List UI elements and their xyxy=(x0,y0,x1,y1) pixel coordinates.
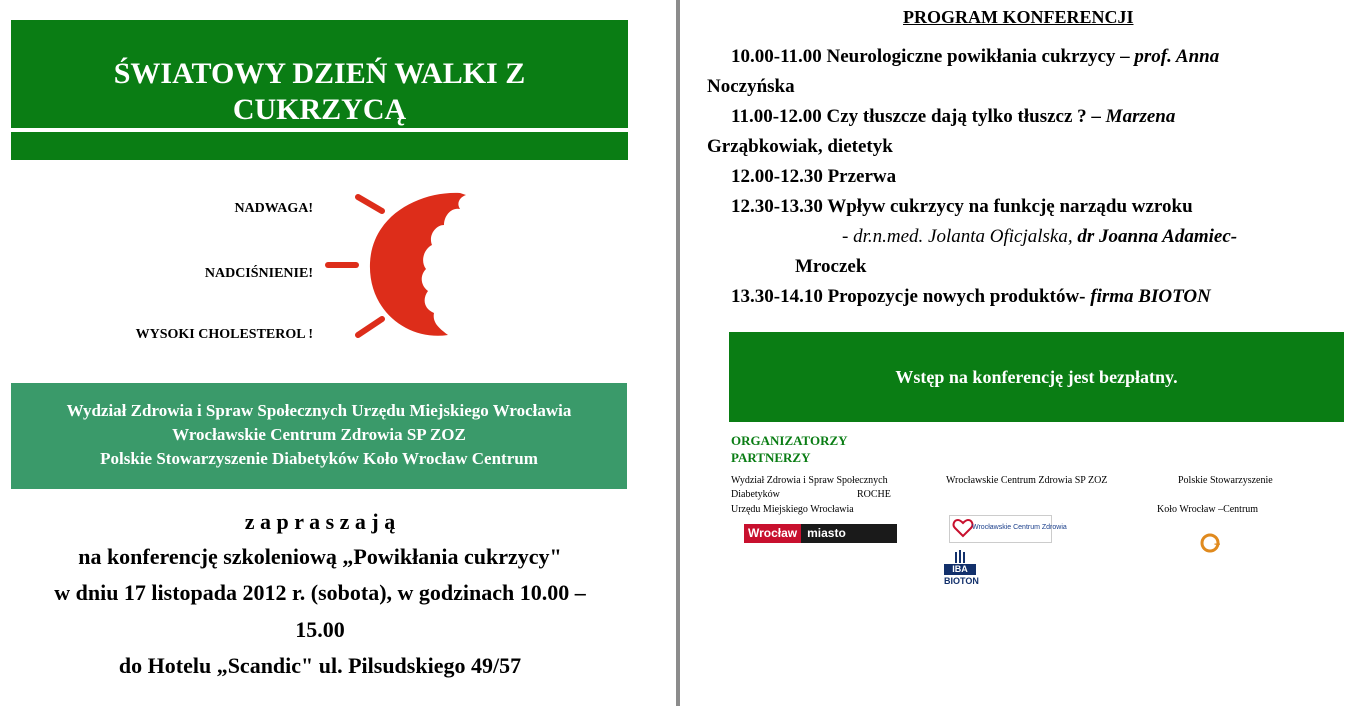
program-item-2-speaker-cont: Grząbkowiak, dietetyk xyxy=(707,136,893,157)
program-item-3: 12.00-12.30 Przerwa xyxy=(731,166,897,187)
organizer-line-1: Wydział Zdrowia i Spraw Społecznych Urzędu Miejskiego Wrocławia xyxy=(66,401,572,420)
partner-text-5: ROCHE xyxy=(857,489,891,500)
page-divider xyxy=(676,0,680,706)
iba-text: IBA xyxy=(944,564,976,575)
program-item-5-speaker: firma BIOTON xyxy=(1090,286,1211,307)
risk-label-cholesterol: WYSOKI CHOLESTEROL ! xyxy=(135,327,313,342)
title-banner-separator xyxy=(11,128,628,132)
invite-line-3: w dniu 17 listopada 2012 r. (sobota), w godzinach 10.00 – xyxy=(54,580,586,605)
organizer-line-3: Polskie Stowarzyszenie Diabetyków Koło Wrocław Centrum xyxy=(100,449,538,468)
program-title: PROGRAM KONFERENCJI xyxy=(903,7,1134,27)
iba-bioton-logo xyxy=(944,550,979,592)
invite-line-4: 15.00 xyxy=(295,617,345,642)
bitten-sun-icon xyxy=(320,185,480,345)
organizer-line-2: Wrocławskie Centrum Zdrowia SP ZOZ xyxy=(172,425,466,444)
partner-text-2: Wrocławskie Centrum Zdrowia SP ZOZ xyxy=(946,475,1108,486)
program-item-4: 12.30-13.30 Wpływ cukrzycy na funkcję narządu wzroku xyxy=(731,196,1193,217)
program-item-4-speaker-2: dr Joanna Adamiec- xyxy=(1077,226,1238,247)
wroclaw-logo-name: Wrocław xyxy=(744,524,801,543)
main-title xyxy=(11,56,628,128)
risk-label-hypertension: NADCIŚNIENIE! xyxy=(204,266,313,281)
partner-text-6: Urzędu Miejskiego Wrocławia xyxy=(731,504,854,515)
iba-mark-icon xyxy=(951,550,969,564)
organizers-banner xyxy=(11,383,627,489)
diabetes-association-icon xyxy=(1200,532,1224,554)
program-item-2-topic: 11.00-12.00 Czy tłuszcze dają tylko tłuszcz ? – xyxy=(731,106,1106,127)
heart-logo-icon xyxy=(952,518,974,538)
title-banner xyxy=(11,20,628,160)
partners-heading: PARTNERZY xyxy=(731,450,811,465)
invite-line-1: z a p r a s z a j ą xyxy=(244,509,396,534)
bioton-text: BIOTON xyxy=(944,576,979,586)
program-item-1-speaker-cont: Noczyńska xyxy=(707,76,795,97)
program-item-4-speaker-1: - dr.n.med. Jolanta Oficjalska, xyxy=(842,226,1078,247)
program-item-5-topic: 13.30-14.10 Propozycje nowych produktów- xyxy=(731,286,1091,307)
organizers-heading: ORGANIZATORZY xyxy=(731,433,848,448)
invite-line-2: na konferencję szkoleniową „Powikłania cukrzycy" xyxy=(78,544,562,569)
wcz-logo xyxy=(949,515,1067,543)
title-line-1: ŚWIATOWY DZIEŃ WALKI Z xyxy=(113,57,526,90)
partner-text-3: Polskie Stowarzyszenie xyxy=(1178,475,1273,486)
wroclaw-logo xyxy=(744,524,897,559)
program-item-1-speaker: prof. Anna xyxy=(1134,46,1220,67)
free-entry-banner: Wstęp na konferencję jest bezpłatny. xyxy=(729,332,1344,422)
svg-text:+: + xyxy=(1214,539,1221,551)
program-item-2 xyxy=(731,102,1175,132)
wroclaw-logo-slogan: miasto spotkań xyxy=(801,524,897,543)
invite-line-5: do Hotelu „Scandic" ul. Pilsudskiego 49/57 xyxy=(118,653,522,678)
program-item-4-speaker-cont: Mroczek xyxy=(795,256,867,277)
program-item-1-topic: 10.00-11.00 Neurologiczne powikłania cukrzycy – xyxy=(731,46,1135,67)
program-item-4-speakers xyxy=(842,222,1237,252)
risk-label-overweight: NADWAGA! xyxy=(234,201,313,216)
title-line-2: CUKRZYCĄ xyxy=(232,93,407,126)
program-item-5 xyxy=(731,282,1211,312)
wcz-logo-text: Wrocławskie Centrum Zdrowia xyxy=(972,524,1067,531)
partner-text-7: Koło Wrocław –Centrum xyxy=(1157,504,1259,515)
program-item-2-speaker: Marzena xyxy=(1105,106,1176,127)
partner-text-4: Diabetyków xyxy=(731,489,780,500)
organizers-partners-heading xyxy=(731,432,848,466)
partner-text-1: Wydział Zdrowia i Spraw Społecznych xyxy=(731,475,888,486)
program-item-1 xyxy=(731,42,1219,72)
